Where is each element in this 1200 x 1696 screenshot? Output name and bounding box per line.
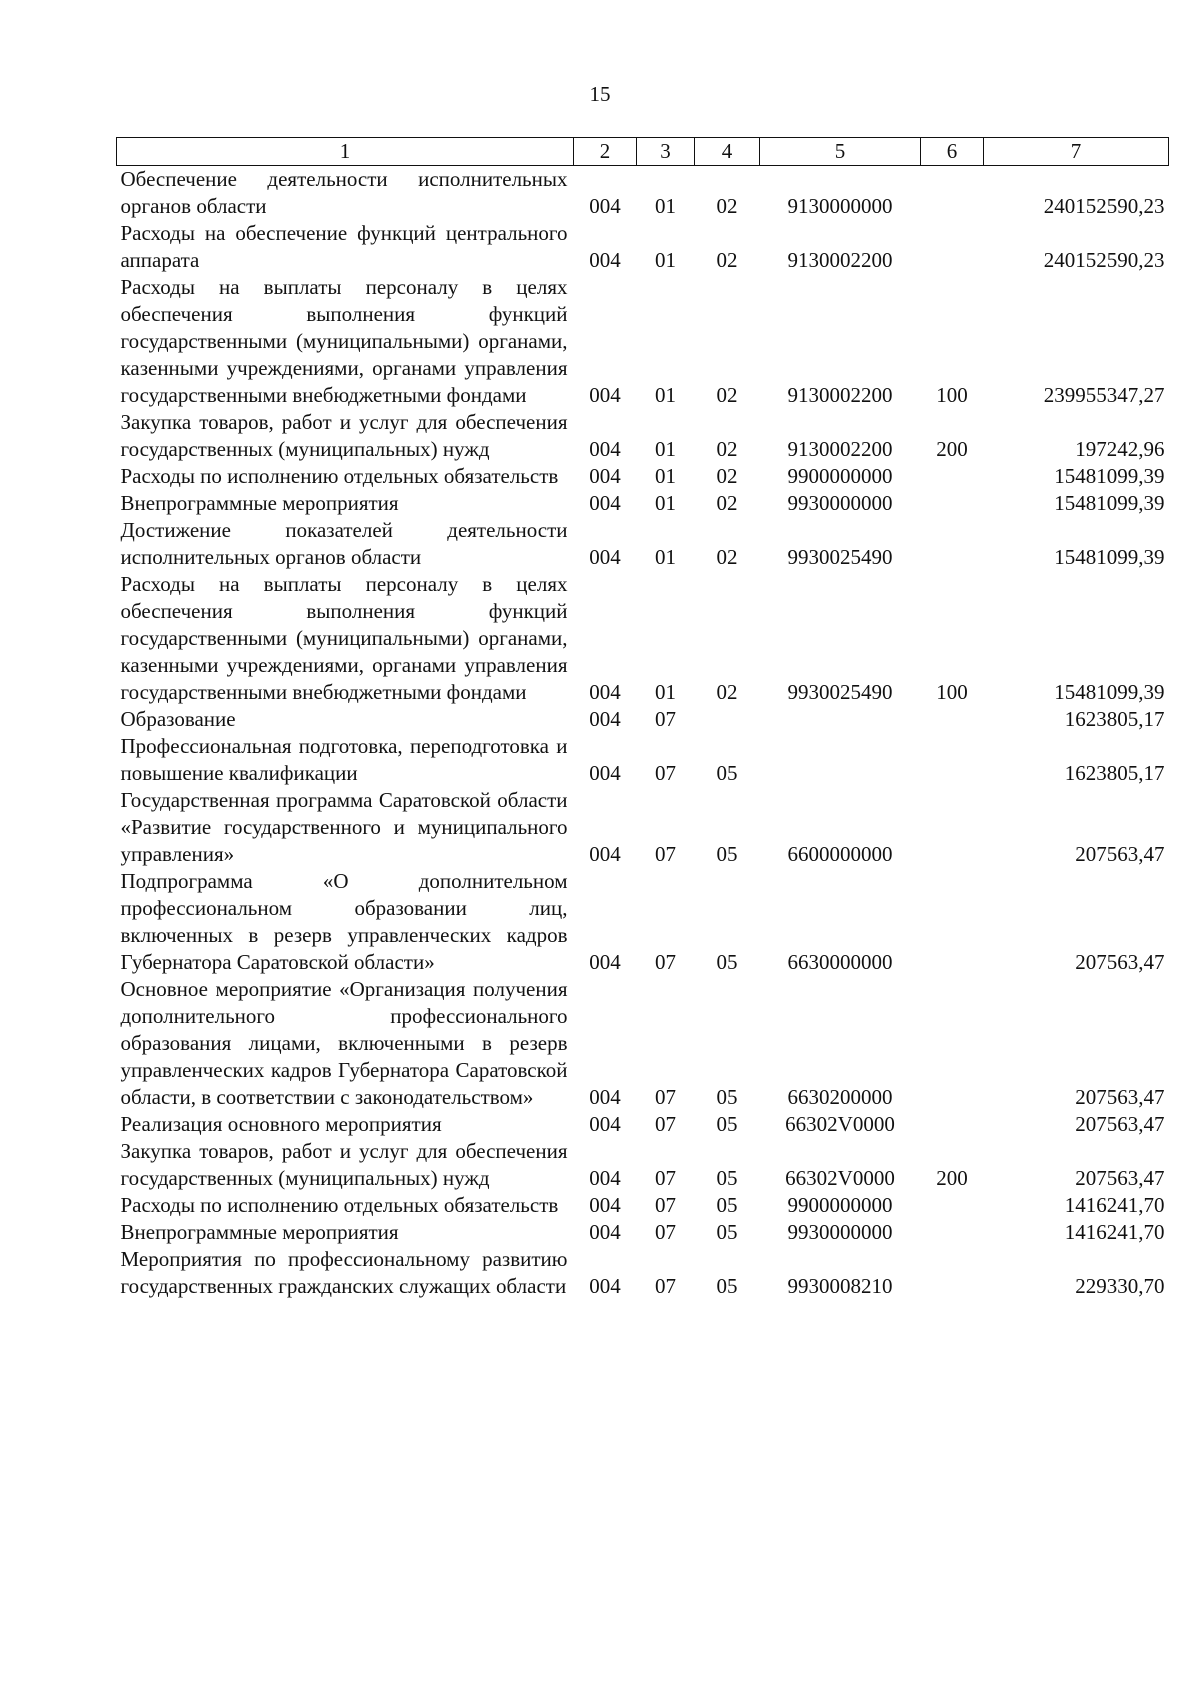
row-expense-type-code: [921, 517, 984, 571]
row-expense-type-code: 200: [936, 437, 968, 461]
row-subsection-code: 05: [716, 1112, 738, 1136]
row-ministry-code: 004: [589, 1166, 621, 1190]
row-section-code: 07: [655, 1085, 676, 1109]
row-subsection-code: 02: [716, 491, 738, 515]
row-ministry-code: 004: [589, 1112, 621, 1136]
row-amount: 1416241,70: [1064, 1193, 1165, 1217]
row-ministry-code: 004: [589, 842, 621, 866]
row-name: Подпрограмма «О дополнительном профессиональном образовании лиц, включенных в резерв управленческих кадров Губернатора Саратовской области»: [120, 869, 568, 974]
table-row: [117, 733, 1169, 787]
row-expense-type-code: 200: [936, 1166, 968, 1190]
row-section-code: 07: [655, 1166, 676, 1190]
row-subsection-code: 05: [716, 761, 738, 785]
row-name: Закупка товаров, работ и услуг для обеспечения государственных (муниципальных) нужд: [120, 410, 568, 461]
table-row: [117, 1111, 1169, 1138]
row-ministry-code: 004: [589, 545, 621, 569]
row-ministry-code: 004: [589, 1274, 621, 1298]
row-subsection-code: 02: [716, 437, 738, 461]
table-row: [117, 1246, 1169, 1300]
table-row: [117, 220, 1169, 274]
header-col-5: 5: [760, 138, 921, 166]
table-body: [117, 166, 1169, 1301]
row-name: Расходы на выплаты персоналу в целях обеспечения выполнения функций государственными (муниципальными) органами, казенными учреждениями, органами управления государственными внебюджетными фондами: [120, 572, 568, 704]
row-name: Мероприятия по профессиональному развитию государственных гражданских служащих области: [120, 1247, 568, 1298]
row-subsection-code: 02: [716, 464, 738, 488]
row-name: Реализация основного мероприятия: [120, 1112, 442, 1136]
page-number: 15: [589, 82, 611, 106]
header-col-3: 3: [637, 138, 695, 166]
row-target-article-code: 9900000000: [787, 1193, 893, 1217]
row-target-article-code: 9130002200: [787, 437, 893, 461]
row-section-code: 01: [655, 383, 676, 407]
row-section-code: 01: [655, 464, 676, 488]
row-target-article-code: 9130002200: [787, 383, 893, 407]
row-subsection-code: 05: [716, 1274, 738, 1298]
row-subsection-code: 05: [716, 1193, 738, 1217]
table-row: [117, 976, 1169, 1111]
row-name: Расходы на выплаты персоналу в целях обеспечения выполнения функций государственными (муниципальными) органами, казенными учреждениями, органами управления государственными внебюджетными фондами: [120, 275, 568, 407]
row-section-code: 07: [655, 761, 676, 785]
row-target-article-code: 9930025490: [787, 680, 893, 704]
table-header-row: [117, 138, 1169, 166]
row-ministry-code: 004: [589, 437, 621, 461]
row-expense-type-code: [921, 220, 984, 274]
header-col-1: 1: [117, 138, 574, 166]
row-target-article-code: 6630000000: [787, 950, 893, 974]
row-target-article-code: 66302V0000: [785, 1112, 895, 1136]
row-name: Расходы по исполнению отдельных обязательств: [120, 464, 559, 488]
row-expense-type-code: [921, 1246, 984, 1300]
row-subsection-code: 05: [716, 1166, 738, 1190]
row-subsection-code: 05: [716, 950, 738, 974]
table-row: [117, 706, 1169, 733]
row-amount: 15481099,39: [1054, 680, 1165, 704]
row-target-article-code: 9900000000: [787, 464, 893, 488]
row-amount: 15481099,39: [1054, 491, 1165, 515]
row-section-code: 01: [655, 194, 676, 218]
row-section-code: 07: [655, 1220, 676, 1244]
row-ministry-code: 004: [589, 383, 621, 407]
row-ministry-code: 004: [589, 761, 621, 785]
row-ministry-code: 004: [589, 1193, 621, 1217]
row-section-code: 07: [655, 1193, 676, 1217]
table-row: [117, 490, 1169, 517]
row-target-article-code: [760, 706, 921, 733]
row-subsection-code: [695, 706, 760, 733]
row-section-code: 01: [655, 248, 676, 272]
table-row: [117, 787, 1169, 868]
row-amount: 229330,70: [1075, 1274, 1165, 1298]
row-target-article-code: 9930000000: [787, 1220, 893, 1244]
row-name: Основное мероприятие «Организация получения дополнительного профессионального образования лицами, включенными в резерв управленческих кадров Губернатора Саратовской области, в соответствии с законодательством»: [120, 977, 568, 1109]
row-section-code: 07: [655, 1112, 676, 1136]
row-subsection-code: 02: [716, 194, 738, 218]
row-amount: 240152590,23: [1043, 248, 1165, 272]
row-ministry-code: 004: [589, 950, 621, 974]
table-row: [117, 166, 1169, 221]
header-col-6: 6: [921, 138, 984, 166]
row-target-article-code: 9930000000: [787, 491, 893, 515]
table-row: [117, 409, 1169, 463]
row-amount: 1623805,17: [1064, 761, 1165, 785]
table-row: [117, 274, 1169, 409]
row-target-article-code: 9130000000: [787, 194, 893, 218]
table-row: [117, 517, 1169, 571]
row-name: Профессиональная подготовка, переподготовка и повышение квалификации: [120, 734, 568, 785]
row-subsection-code: 05: [716, 1085, 738, 1109]
row-section-code: 01: [655, 437, 676, 461]
row-expense-type-code: 100: [936, 383, 968, 407]
row-target-article-code: 6600000000: [787, 842, 893, 866]
row-ministry-code: 004: [589, 680, 621, 704]
table-row: [117, 571, 1169, 706]
row-expense-type-code: [921, 1192, 984, 1219]
row-amount: 207563,47: [1075, 1112, 1165, 1136]
row-ministry-code: 004: [589, 1220, 621, 1244]
row-ministry-code: 004: [589, 248, 621, 272]
row-expense-type-code: [921, 490, 984, 517]
row-ministry-code: 004: [589, 194, 621, 218]
row-expense-type-code: [921, 463, 984, 490]
header-col-4: 4: [695, 138, 760, 166]
row-amount: 207563,47: [1075, 1166, 1165, 1190]
row-amount: 1416241,70: [1064, 1220, 1165, 1244]
row-expense-type-code: [921, 1219, 984, 1246]
header-col-2: 2: [574, 138, 637, 166]
row-ministry-code: 004: [589, 707, 621, 731]
row-name: Расходы на обеспечение функций центрального аппарата: [120, 221, 568, 272]
row-section-code: 07: [655, 842, 676, 866]
row-name: Внепрограммные мероприятия: [120, 491, 399, 515]
row-target-article-code: [760, 733, 921, 787]
row-target-article-code: 6630200000: [787, 1085, 893, 1109]
row-section-code: 01: [655, 680, 676, 704]
row-subsection-code: 02: [716, 545, 738, 569]
row-amount: 207563,47: [1075, 950, 1165, 974]
row-subsection-code: 05: [716, 1220, 738, 1244]
table-row: [117, 1192, 1169, 1219]
row-section-code: 07: [655, 707, 676, 731]
row-amount: 15481099,39: [1054, 464, 1165, 488]
row-subsection-code: 05: [716, 842, 738, 866]
row-subsection-code: 02: [716, 383, 738, 407]
row-expense-type-code: [921, 868, 984, 976]
row-expense-type-code: [921, 787, 984, 868]
row-name: Обеспечение деятельности исполнительных органов области: [120, 167, 568, 218]
row-subsection-code: 02: [716, 680, 738, 704]
row-section-code: 01: [655, 491, 676, 515]
row-name: Образование: [120, 707, 236, 731]
row-name: Достижение показателей деятельности исполнительных органов области: [120, 518, 568, 569]
row-amount: 197242,96: [1075, 437, 1165, 461]
row-expense-type-code: [921, 706, 984, 733]
table-row: [117, 868, 1169, 976]
table-row: [117, 463, 1169, 490]
row-expense-type-code: [921, 1111, 984, 1138]
row-expense-type-code: [921, 166, 984, 221]
row-section-code: 07: [655, 1274, 676, 1298]
row-ministry-code: 004: [589, 1085, 621, 1109]
row-target-article-code: 9930008210: [787, 1274, 893, 1298]
budget-table: [116, 137, 1169, 1300]
header-col-7: 7: [984, 138, 1169, 166]
row-target-article-code: 9930025490: [787, 545, 893, 569]
row-amount: 207563,47: [1075, 842, 1165, 866]
row-name: Закупка товаров, работ и услуг для обеспечения государственных (муниципальных) нужд: [120, 1139, 568, 1190]
row-expense-type-code: [921, 733, 984, 787]
row-section-code: 01: [655, 545, 676, 569]
row-amount: 207563,47: [1075, 1085, 1165, 1109]
row-target-article-code: 66302V0000: [785, 1166, 895, 1190]
row-amount: 239955347,27: [1043, 383, 1165, 407]
row-section-code: 07: [655, 950, 676, 974]
row-name: Внепрограммные мероприятия: [120, 1220, 399, 1244]
row-amount: 15481099,39: [1054, 545, 1165, 569]
row-subsection-code: 02: [716, 248, 738, 272]
row-amount: 240152590,23: [1043, 194, 1165, 218]
row-expense-type-code: 100: [936, 680, 968, 704]
row-name: Расходы по исполнению отдельных обязательств: [120, 1193, 559, 1217]
table-row: [117, 1219, 1169, 1246]
row-amount: 1623805,17: [1064, 707, 1165, 731]
row-ministry-code: 004: [589, 464, 621, 488]
row-name: Государственная программа Саратовской области «Развитие государственного и муниципального управления»: [120, 788, 568, 866]
row-target-article-code: 9130002200: [787, 248, 893, 272]
table-row: [117, 1138, 1169, 1192]
row-ministry-code: 004: [589, 491, 621, 515]
row-expense-type-code: [921, 976, 984, 1111]
